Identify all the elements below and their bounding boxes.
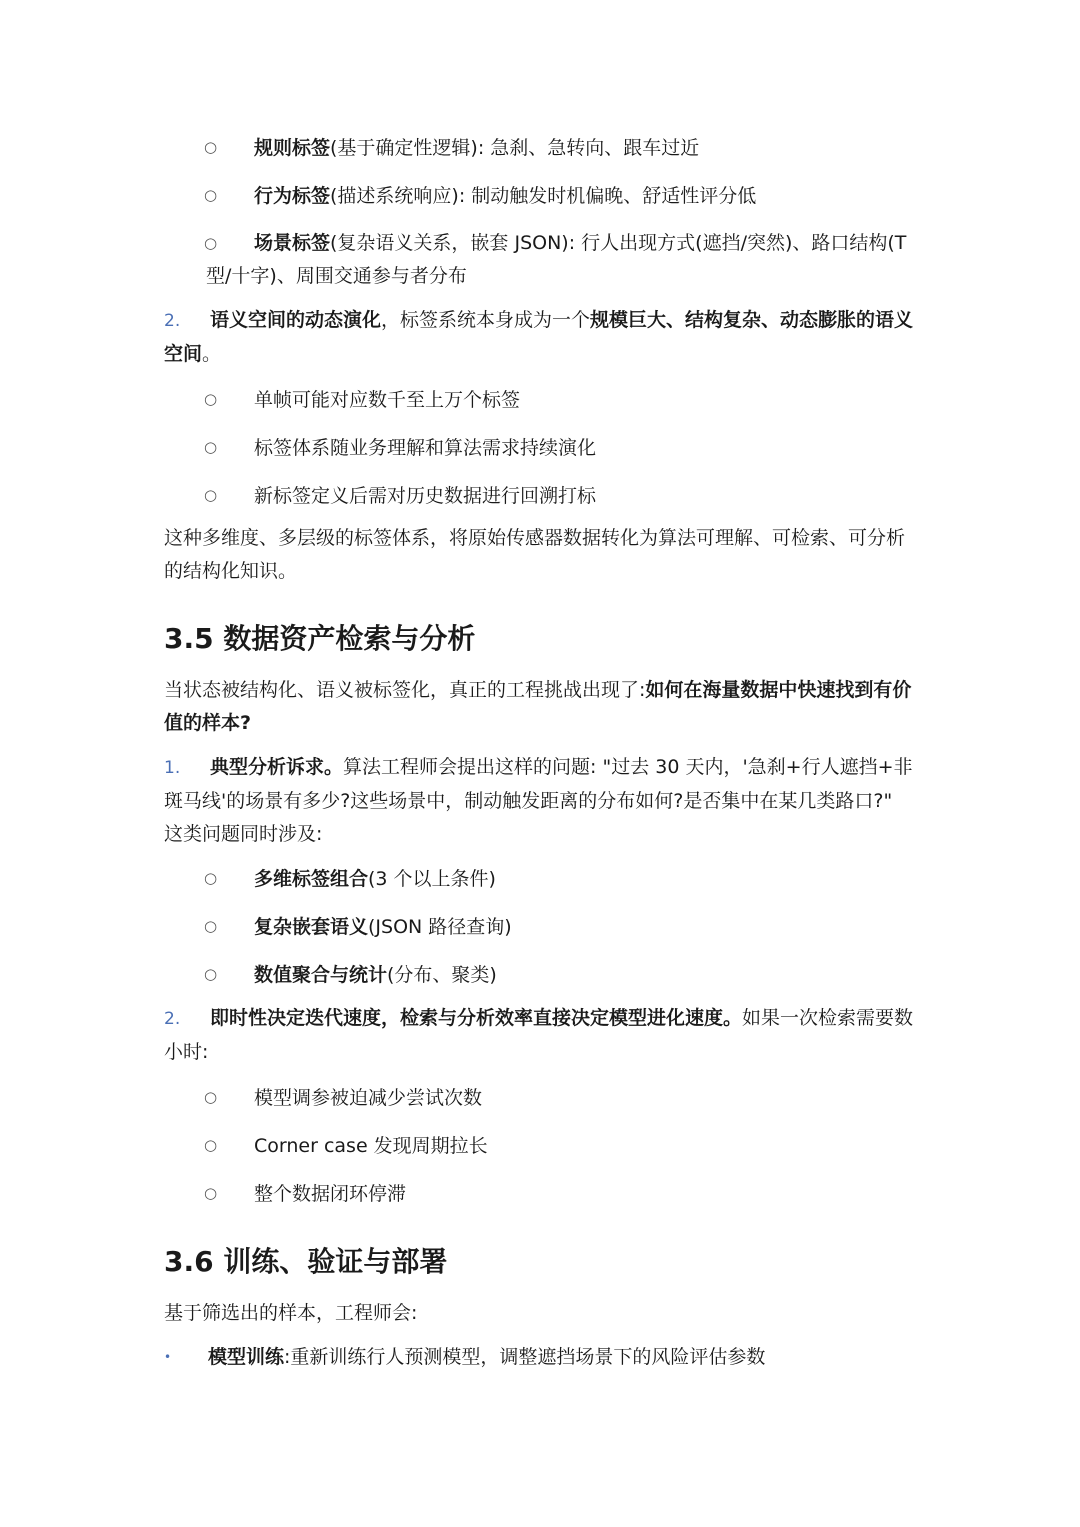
circle-bullet-icon: ○ xyxy=(204,1136,218,1154)
section-heading-3-5: 3.5 数据资产检索与分析 xyxy=(164,622,476,655)
list-item: 标签体系随业务理解和算法需求持续演化 xyxy=(254,437,597,459)
list-item: 模型训练:重新训练行人预测模型，调整遮挡场景下的风险评估参数 xyxy=(208,1346,766,1368)
list-item: Corner case 发现周期拉长 xyxy=(254,1135,488,1157)
dot-bullet-icon: • xyxy=(164,1350,172,1364)
circle-bullet-icon: ○ xyxy=(204,917,218,935)
intro-paragraph: 基于筛选出的样本，工程师会: xyxy=(164,1302,418,1324)
list-item: 多维标签组合(3 个以上条件) xyxy=(254,868,496,890)
circle-bullet-icon: ○ xyxy=(204,486,218,504)
list-item: 模型调参被迫减少尝试次数 xyxy=(254,1087,483,1109)
circle-bullet-icon: ○ xyxy=(204,186,218,204)
circle-bullet-icon: ○ xyxy=(204,1088,218,1106)
list-item: 新标签定义后需对历史数据进行回溯打标 xyxy=(254,485,597,507)
list-item: 场景标签(复杂语义关系，嵌套 JSON): 行人出现方式(遮挡/突然)、路口结构(T 型/十字)、周围交通参与者分布 xyxy=(206,232,907,287)
numbered-point-2: 2. 语义空间的动态演化，标签系统本身成为一个规模巨大、结构复杂、动态膨胀的语义空间。 xyxy=(164,309,914,365)
summary-paragraph: 这种多维度、多层级的标签体系，将原始传感器数据转化为算法可理解、可检索、可分析的结构化知识。 xyxy=(164,527,906,582)
list-item: 单帧可能对应数千至上万个标签 xyxy=(254,389,521,411)
list-item: 整个数据闭环停滞 xyxy=(254,1183,407,1205)
list-item: 行为标签(描述系统响应): 制动触发时机偏晚、舒适性评分低 xyxy=(254,185,757,207)
numbered-point-1: 1. 典型分析诉求。算法工程师会提出这样的问题: "过去 30 天内，'急刹+行人遮挡+非斑马线'的场景有多少?这些场景中，制动触发距离的分布如何?是否集中在某几类路口?" 这类问题同时涉及: xyxy=(164,756,913,845)
circle-bullet-icon: ○ xyxy=(204,965,218,983)
section-heading-3-6: 3.6 训练、验证与部署 xyxy=(164,1245,448,1278)
intro-paragraph: 当状态被结构化、语义被标签化，真正的工程挑战出现了:如何在海量数据中快速找到有价值的样本? xyxy=(164,679,912,734)
numbered-point-2: 2. 即时性决定迭代速度，检索与分析效率直接决定模型进化速度。如果一次检索需要数小时: xyxy=(164,1007,914,1063)
circle-bullet-icon: ○ xyxy=(204,234,218,252)
circle-bullet-icon: ○ xyxy=(204,869,218,887)
list-item: 复杂嵌套语义(JSON 路径查询) xyxy=(254,916,512,938)
circle-bullet-icon: ○ xyxy=(204,390,218,408)
list-item: 数值聚合与统计(分布、聚类) xyxy=(254,964,497,986)
circle-bullet-icon: ○ xyxy=(204,438,218,456)
circle-bullet-icon: ○ xyxy=(204,1184,218,1202)
circle-bullet-icon: ○ xyxy=(204,138,218,156)
list-item: 规则标签(基于确定性逻辑): 急刹、急转向、跟车过近 xyxy=(254,137,700,159)
